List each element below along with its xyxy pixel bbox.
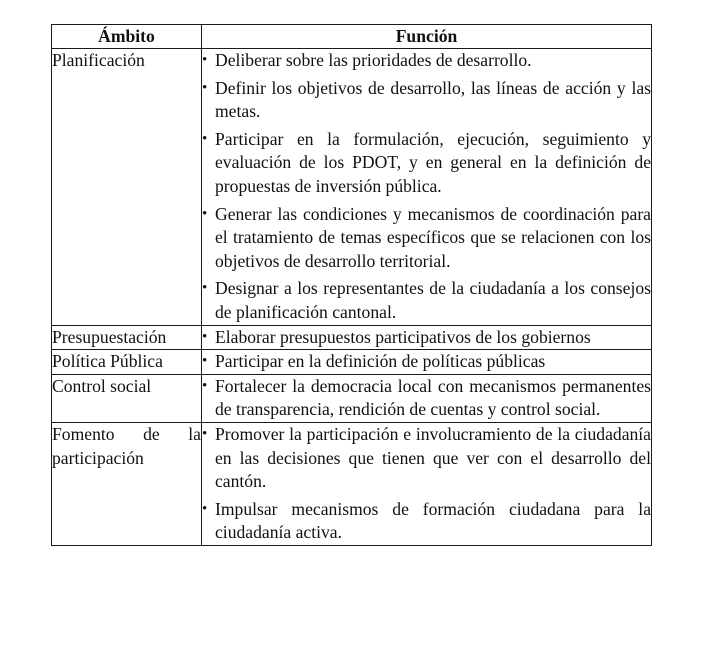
table-row <box>52 422 652 545</box>
bullet-icon: • <box>202 130 208 147</box>
table-row <box>52 49 652 326</box>
function-text: Generar las condiciones y mecanismos de coordinación para el tratamiento de temas específicos que se relacionen con los objetivos de desarrollo territorial. <box>215 203 651 271</box>
list-item <box>202 423 651 494</box>
bullet-icon: • <box>202 353 208 370</box>
function-text: Deliberar sobre las prioridades de desarrollo. <box>215 50 532 70</box>
function-text: Designar a los representantes de la ciudadanía a los consejos de planificación cantonal. <box>215 278 651 322</box>
funcion-cell <box>202 374 652 422</box>
function-list <box>202 423 651 545</box>
function-text: Participar en la formulación, ejecución, seguimiento y evaluación de los PDOT, y en general en la definición de propuestas de inversión pública. <box>215 128 651 196</box>
funcion-cell <box>202 325 652 350</box>
functions-table <box>51 24 652 546</box>
ambito-cell: Presupuestación <box>52 325 202 350</box>
list-item <box>202 350 651 374</box>
function-list <box>202 49 651 325</box>
function-text: Participar en la definición de políticas públicas <box>215 351 546 372</box>
ambito-cell: Planificación <box>52 49 202 326</box>
header-funcion: Función <box>202 25 652 49</box>
function-text: Fortalecer la democracia local con mecanismos permanentes de transparencia, rendición de cuentas y control social. <box>215 375 651 420</box>
bullet-icon: • <box>202 205 208 222</box>
list-item <box>202 128 651 199</box>
bullet-icon: • <box>202 52 208 68</box>
function-text: Impulsar mecanismos de formación ciudadana para la ciudadanía activa. <box>215 498 651 543</box>
function-text: Definir los objetivos de desarrollo, las líneas de acción y las metas. <box>215 77 651 122</box>
list-item <box>202 277 651 324</box>
table-row <box>52 350 652 375</box>
bullet-icon: • <box>202 328 208 345</box>
header-ambito: Ámbito <box>52 25 202 49</box>
table-row <box>52 374 652 422</box>
function-list <box>202 350 651 374</box>
list-item <box>202 498 651 545</box>
bullet-icon: • <box>202 425 208 442</box>
list-item <box>202 375 651 422</box>
function-list <box>202 326 651 350</box>
funcion-cell <box>202 422 652 545</box>
function-text: Elaborar presupuestos participativos de los gobiernos <box>215 326 591 347</box>
ambito-cell: Fomento de la participación <box>52 422 202 545</box>
list-item <box>202 326 651 350</box>
list-item <box>202 77 651 124</box>
bullet-icon: • <box>202 280 208 297</box>
bullet-icon: • <box>202 500 208 517</box>
table-row <box>52 325 652 350</box>
function-text: Promover la participación e involucramiento de la ciudadanía en las decisiones que tienen que ver con el desarrollo del cantón. <box>215 423 651 492</box>
ambito-cell: Política Pública <box>52 350 202 375</box>
bullet-icon: • <box>202 377 208 394</box>
function-list <box>202 375 651 422</box>
funcion-cell <box>202 350 652 375</box>
list-item <box>202 49 651 73</box>
bullet-icon: • <box>202 79 208 96</box>
funcion-cell <box>202 49 652 326</box>
list-item <box>202 203 651 274</box>
ambito-cell: Control social <box>52 374 202 422</box>
header-row <box>52 25 652 49</box>
